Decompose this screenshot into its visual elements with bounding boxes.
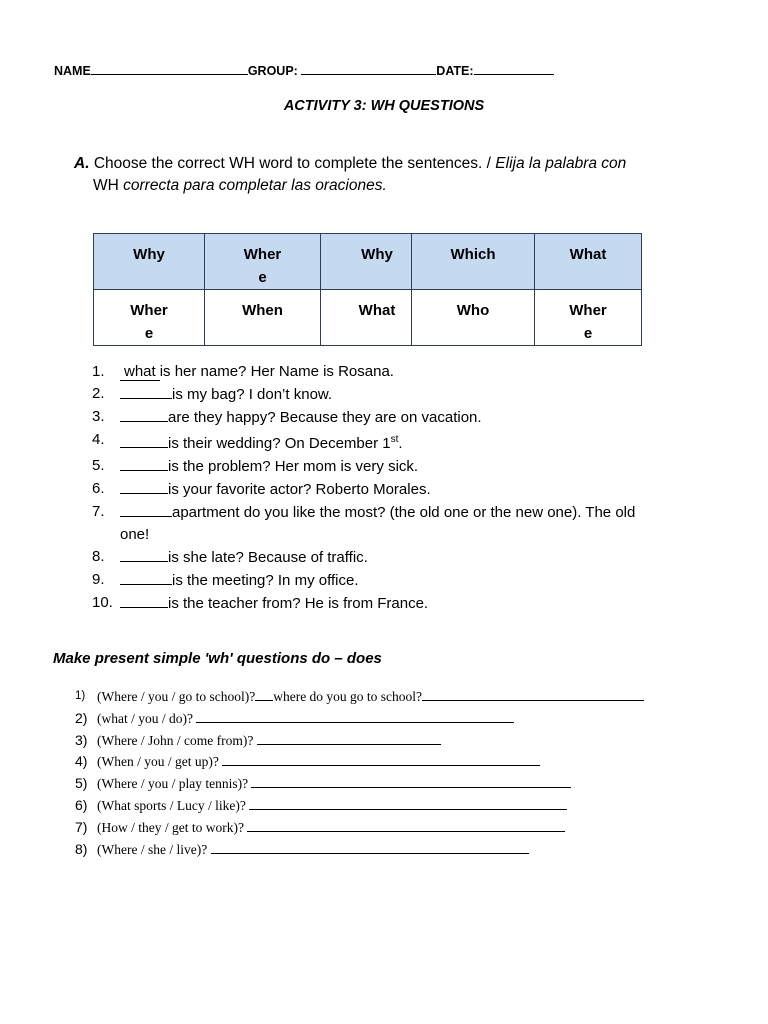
answer-line[interactable] — [211, 841, 529, 854]
instruction-spanish-1: Elija la palabra con — [495, 155, 627, 172]
answer-line[interactable] — [249, 797, 567, 810]
list-item: 4) (When / you / get up)? — [75, 753, 715, 775]
answer-line[interactable] — [251, 775, 571, 788]
answer-blank[interactable] — [120, 383, 172, 399]
list-item: 6) (What sports / Lucy / like)? — [75, 797, 715, 819]
list-item: 7) (How / they / get to work)? — [75, 819, 715, 841]
answer-line[interactable] — [222, 753, 540, 766]
answer-text[interactable]: where do you go to school? — [273, 689, 423, 704]
instruction-english: Choose the correct WH word to complete the sentences. / — [93, 155, 491, 172]
answer-line[interactable] — [247, 819, 565, 832]
table-row — [94, 234, 642, 290]
answer-blank[interactable] — [120, 592, 168, 608]
name-field[interactable] — [91, 64, 248, 75]
list-item: 8) (Where / she / live)? — [75, 841, 715, 863]
list-item: 5. is the problem? Her mom is very sick. — [92, 457, 419, 475]
list-item: 3. are they happy? Because they are on vacation. — [92, 408, 482, 426]
table-cell: Wher e — [205, 234, 321, 290]
list-item: 4. is their wedding? On December 1st. — [92, 431, 403, 452]
table-cell: Who — [412, 290, 535, 346]
instruction-letter: A. — [74, 155, 90, 172]
fill-in-questions — [92, 361, 692, 615]
answer-blank[interactable] — [120, 501, 172, 517]
table-cell: What — [535, 234, 642, 290]
wh-word-table — [93, 233, 642, 346]
table-cell: Which — [412, 234, 535, 290]
list-item: 2. is my bag? I don’t know. — [92, 385, 333, 403]
table-cell: Wher e — [535, 290, 642, 346]
date-label: DATE: — [436, 64, 474, 78]
list-item: 7. apartment do you like the most? (the old one or the new one). The old one! — [92, 503, 636, 543]
present-simple-questions — [75, 688, 715, 862]
table-cell: Wher e — [94, 290, 205, 346]
page-title: ACTIVITY 3: WH QUESTIONS — [283, 98, 485, 114]
header-line — [54, 64, 554, 78]
list-item: 2) (what / you / do)? — [75, 710, 715, 732]
list-item: 5) (Where / you / play tennis)? — [75, 775, 715, 797]
answer-blank[interactable]: what — [120, 363, 160, 381]
table-cell: What — [321, 290, 412, 346]
section-b-title: Make present simple 'wh' questions do – does — [53, 650, 382, 667]
list-item: 8. is she late? Because of traffic. — [92, 548, 368, 566]
table-cell: When — [205, 290, 321, 346]
name-label: NAME — [54, 64, 91, 78]
instruction-spanish-2: correcta para completar las oraciones. — [123, 177, 387, 194]
list-item: 6. is your favorite actor? Roberto Morales. — [92, 480, 431, 498]
answer-blank[interactable] — [120, 546, 168, 562]
table-cell: Why — [321, 234, 412, 290]
answer-line[interactable] — [196, 710, 514, 723]
date-field[interactable] — [474, 64, 554, 75]
answer-blank[interactable] — [120, 455, 168, 471]
list-item: 9. is the meeting? In my office. — [92, 571, 359, 589]
list-item: 1) (Where / you / go to school)? where do you go to school? — [75, 688, 715, 710]
answer-line[interactable] — [257, 732, 441, 745]
answer-blank[interactable] — [120, 478, 168, 494]
list-item: 3) (Where / John / come from)? — [75, 732, 715, 754]
list-item: 1. what is her name? Her Name is Rosana. — [92, 363, 394, 380]
answer-blank[interactable] — [120, 569, 172, 585]
group-field[interactable] — [301, 64, 436, 75]
instruction-line2-prefix: WH — [93, 177, 119, 194]
answer-blank[interactable] — [120, 406, 168, 422]
list-item: 10. is the teacher from? He is from France. — [92, 594, 429, 612]
answer-blank[interactable] — [120, 432, 168, 448]
table-row — [94, 290, 642, 346]
instructions — [74, 153, 674, 197]
table-cell: Why — [94, 234, 205, 290]
group-label: GROUP: — [247, 64, 298, 78]
